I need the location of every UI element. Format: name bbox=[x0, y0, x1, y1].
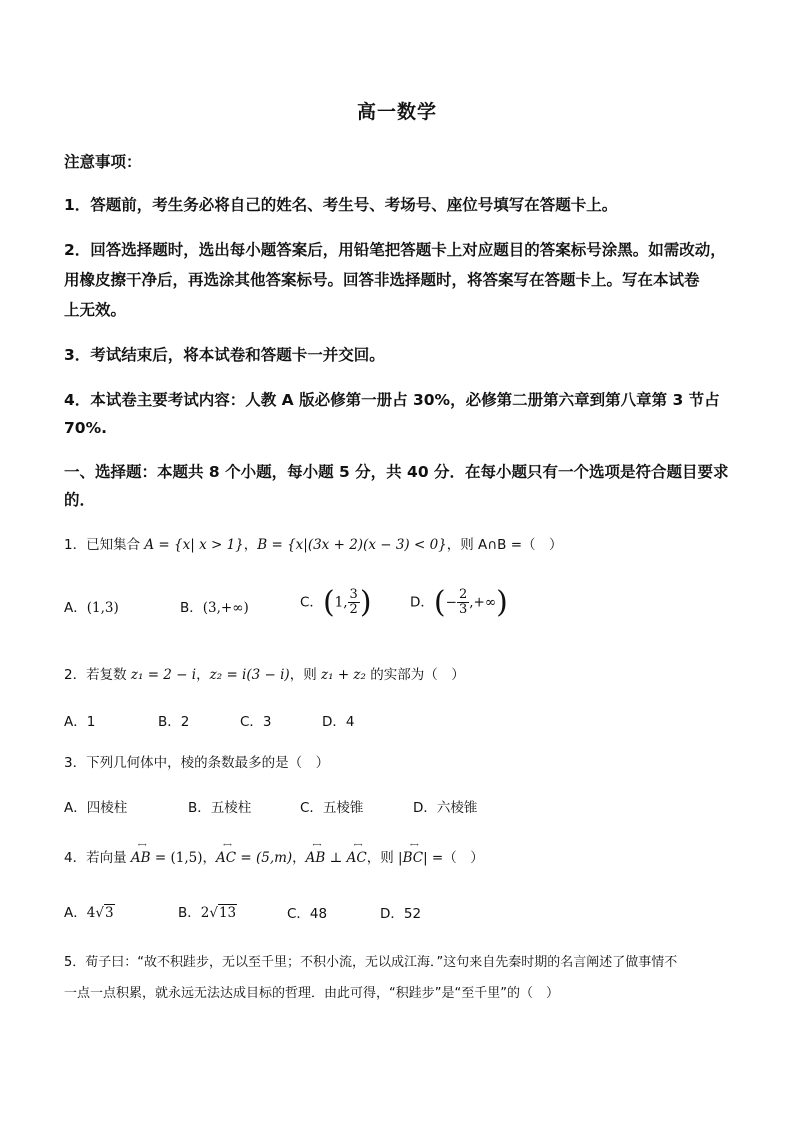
q1-option-d-tail: ,+∞ bbox=[469, 594, 497, 611]
notice-item-2-line-3: 上无效。 bbox=[64, 301, 127, 319]
q4-ac-value: = (5,m) bbox=[236, 850, 293, 866]
q4-perp: ⊥ bbox=[325, 850, 347, 866]
q4-ab-value: = (1,5) bbox=[150, 850, 203, 866]
q4-sep2: ， bbox=[292, 850, 306, 866]
q2-sum: z₁ + z₂ bbox=[321, 667, 366, 683]
question-5-line-2: 一点一点积累，就永远无法达成目标的哲理．由此可得，“积跬步”是“至千里”的（ ） bbox=[64, 986, 559, 1001]
notice-item-1: 1．答题前，考生务必将自己的姓名、考生号、考场号、座位号填写在答题卡上。 bbox=[64, 196, 618, 214]
notice-heading: 注意事项： bbox=[64, 153, 142, 171]
q3-option-d: D．六棱锥 bbox=[413, 800, 478, 816]
q4-option-b-label: B． bbox=[178, 905, 201, 921]
q4-option-a-label: A． bbox=[64, 905, 87, 921]
q4-vector-ac-2: ←→ AC bbox=[347, 850, 367, 866]
q1-prefix: 1．已知集合 bbox=[64, 537, 145, 553]
q2-z2: z₂ = i(3 − i) bbox=[209, 667, 290, 683]
q1-option-d-fraction: $\frac{2}{3}$ bbox=[458, 587, 468, 617]
q1-option-a-label: A． bbox=[64, 600, 87, 616]
notice-item-4-line-1: 4．本试卷主要考试内容：人教 A 版必修第一册占 30%，必修第二册第六章到第八章第 3 节占 bbox=[64, 391, 720, 409]
section-1-heading-line-1: 一、选择题：本题共 8 个小题，每小题 5 分，共 40 分．在每小题只有一个选项是符合题目要求 bbox=[64, 463, 729, 481]
page-title: 高一数学 bbox=[356, 101, 437, 123]
question-2-stem bbox=[64, 663, 736, 683]
q4-vector-bc: ←→ BC bbox=[403, 850, 424, 866]
q4-option-b: B．2√13 bbox=[178, 905, 237, 921]
q4-option-a-coef: 4 bbox=[86, 905, 96, 921]
q2-suffix: 的实部为（ ） bbox=[365, 667, 465, 683]
q4-option-b-radicand: 13 bbox=[218, 905, 237, 921]
q4-option-c: C．48 bbox=[287, 906, 328, 922]
notice-item-3: 3．考试结束后，将本试卷和答题卡一并交回。 bbox=[64, 346, 385, 364]
q4-sep: ， bbox=[202, 850, 216, 866]
q1-option-d-label: D． bbox=[410, 594, 434, 611]
q4-vector-ab-2: ←→ AB bbox=[306, 850, 326, 866]
q2-option-c: C．3 bbox=[240, 714, 272, 730]
q1-option-a bbox=[64, 596, 119, 616]
question-3-stem: 3．下列几何体中，棱的条数最多的是（ ） bbox=[64, 755, 330, 771]
q1-option-b bbox=[180, 596, 249, 616]
q1-option-c-fraction: $\frac{3}{2}$ bbox=[349, 587, 358, 617]
q3-option-b: B．五棱柱 bbox=[188, 800, 252, 816]
q3-option-a: A．四棱柱 bbox=[64, 800, 128, 816]
q2-prefix: 2．若复数 bbox=[64, 667, 131, 683]
q4-option-a-radicand: 3 bbox=[104, 905, 114, 921]
q2-mid: ，则 bbox=[289, 667, 321, 683]
notice-item-4-line-2: 70%. bbox=[64, 419, 107, 437]
q4-vector-ab: ←→ AB bbox=[131, 850, 151, 866]
notice-item-2-line-2: 用橡皮擦干净后，再选涂其他答案标号。回答非选择题时，将答案写在答题卡上。写在本试卷 bbox=[64, 271, 700, 289]
question-4-stem bbox=[64, 846, 736, 866]
q1-option-c-int: 1, bbox=[334, 594, 348, 611]
q2-option-a: A．1 bbox=[64, 714, 96, 730]
question-5-line-1: 5．荀子曰：“故不积跬步，无以至千里；不积小流，无以成江海．”这句来自先秦时期的名言阐述了做事情不 bbox=[64, 955, 678, 970]
question-1-stem bbox=[64, 533, 736, 553]
section-1-heading-line-2: 的． bbox=[64, 491, 96, 509]
q1-option-c: C．(1, $\frac{3}{2}$ ) bbox=[300, 585, 372, 620]
q1-suffix: ，则 A∩B =（ ） bbox=[446, 537, 563, 553]
q1-set-b: B = {x|(3x + 2)(x − 3) < 0} bbox=[257, 537, 447, 553]
q4-vector-ac: ←→ AC bbox=[216, 850, 236, 866]
q1-option-d-minus: − bbox=[445, 594, 457, 611]
q1-option-d: D．(− $\frac{2}{3}$ ,+∞) bbox=[410, 585, 508, 620]
q2-option-b: B．2 bbox=[158, 714, 190, 730]
q2-sep: ， bbox=[196, 667, 210, 683]
q1-option-c-label: C． bbox=[300, 594, 323, 611]
q4-suffix: | =（ ） bbox=[423, 850, 484, 866]
q3-option-c: C．五棱锥 bbox=[300, 800, 364, 816]
q1-option-b-value: (3,+∞) bbox=[202, 600, 249, 616]
q1-option-b-label: B． bbox=[180, 600, 203, 616]
notice-item-2-line-1: 2．回答选择题时，选出每小题答案后，用铅笔把答题卡上对应题目的答案标号涂黑。如需改动， bbox=[64, 241, 726, 259]
q1-option-a-value: (1,3) bbox=[86, 600, 119, 616]
q1-set-a: A = {x| x > 1} bbox=[144, 537, 244, 553]
q4-prefix: 4．若向量 bbox=[64, 850, 131, 866]
q4-mid: ，则 | bbox=[366, 850, 403, 866]
q2-option-d: D．4 bbox=[322, 714, 355, 730]
q4-option-a: A．4√3 bbox=[64, 905, 114, 921]
q4-option-d: D．52 bbox=[380, 906, 422, 922]
q2-z1: z₁ = 2 − i bbox=[130, 667, 197, 683]
q4-option-b-coef: 2 bbox=[200, 905, 210, 921]
q1-sep: ， bbox=[243, 537, 258, 553]
